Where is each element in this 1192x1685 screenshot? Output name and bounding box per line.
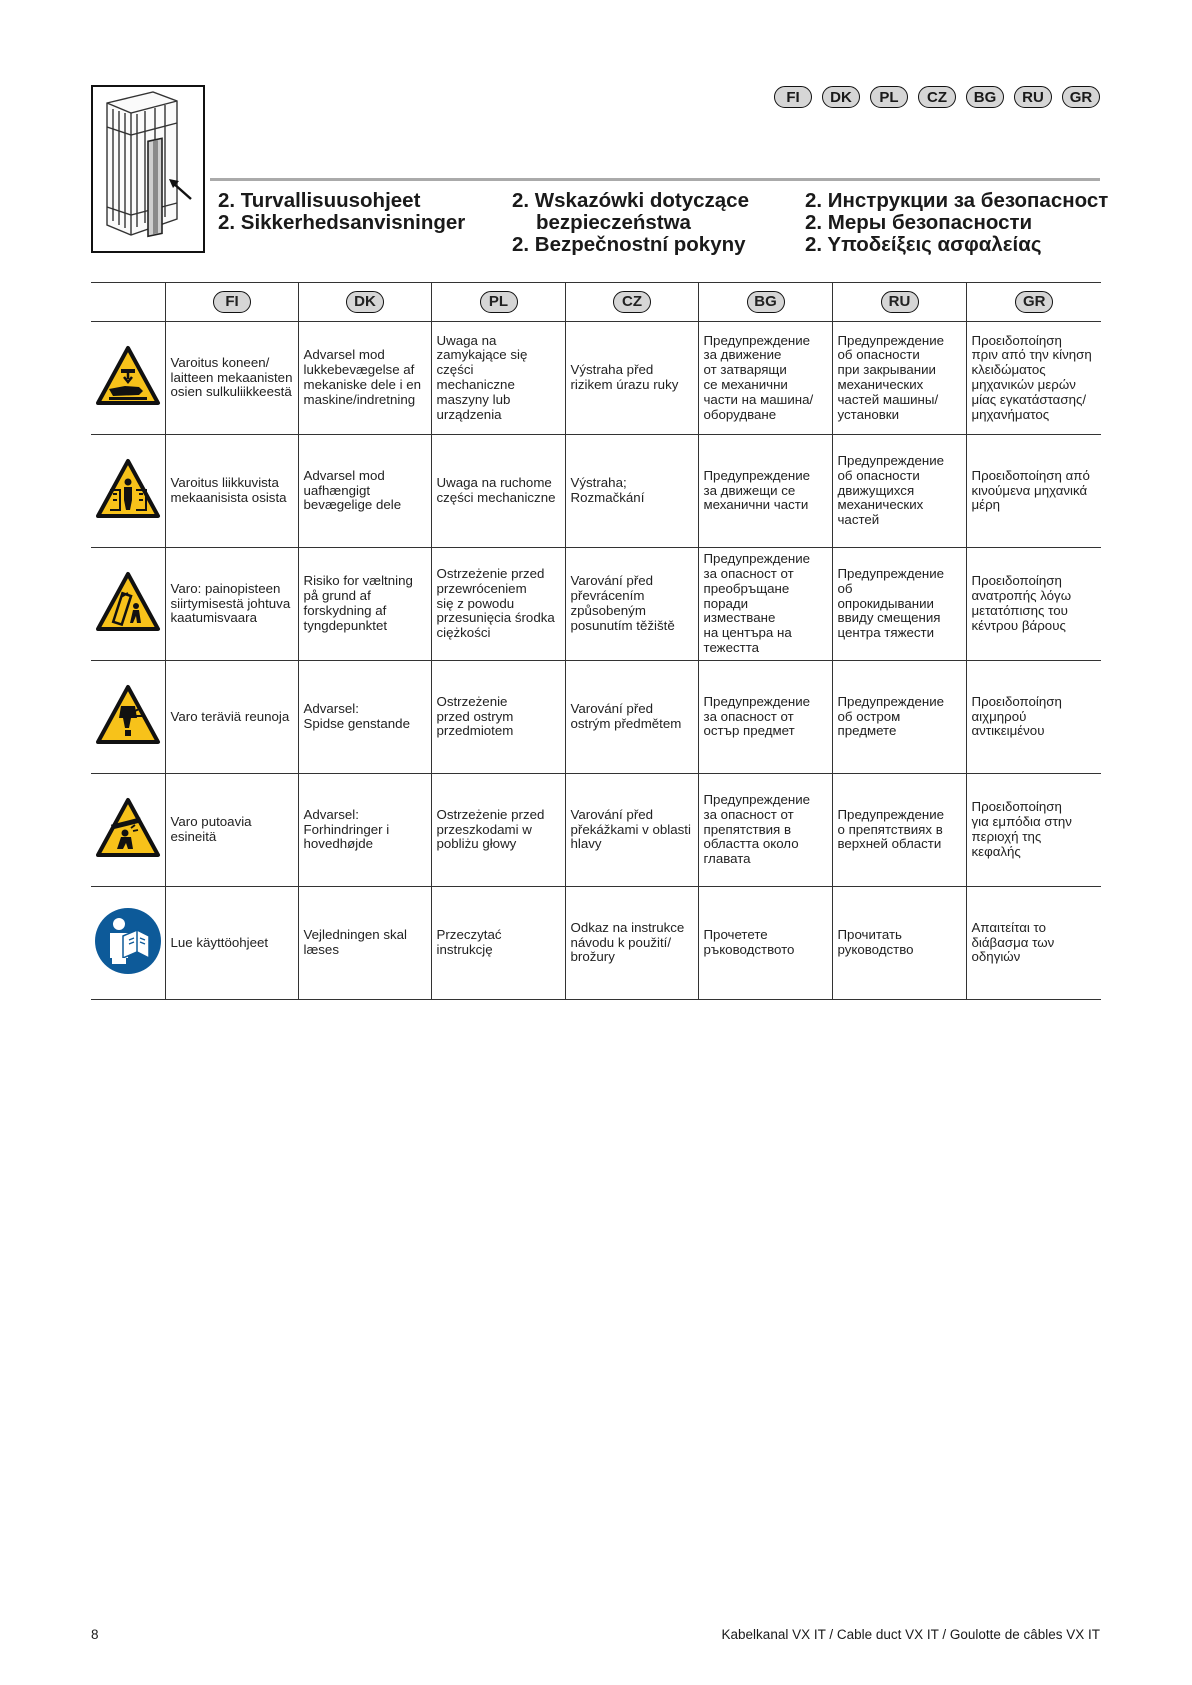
- symbol-cell: [91, 774, 165, 887]
- lang-badge: GR: [1062, 86, 1100, 108]
- table-cell: Предупреждение за опасност от преобръщане поради изместване на центъра на тежестта: [698, 548, 832, 661]
- table-cell: Προειδοποίηση για εμπόδια στην περιοχή της κεφαλής: [971, 799, 1072, 859]
- table-cell: Προειδοποίηση ανατροπής λόγω μετατόπισης του κέντρου βάρους: [971, 573, 1072, 633]
- table-cell: Предупреждение за движение от затварящи се механични части на машина/ оборудване: [698, 322, 832, 435]
- hand-crush-warning-icon: [95, 345, 161, 407]
- table-cell: Lue käyttöohjeet: [165, 887, 298, 1000]
- enclosure-cable-duct-icon: [93, 87, 202, 250]
- moving-parts-warning-icon: [95, 458, 161, 520]
- page-number: 8: [91, 1627, 99, 1642]
- table-cell: Advarsel: Forhindringer i hovedhøjde: [298, 774, 431, 887]
- title-line: 2. Меры безопасности: [805, 211, 1033, 234]
- table-row: [91, 661, 1101, 774]
- column-header: PL: [431, 283, 565, 322]
- table-cell: Uwaga na zamykające się części mechaniczne maszyny lub urządzenia: [431, 322, 565, 435]
- table-cell: Предупреждение за опасност от препятствия в областта около главата: [698, 774, 832, 887]
- table-cell: Ostrzeżenie przed przeszkodami w pobliżu głowy: [431, 774, 565, 887]
- table-row: [91, 322, 1101, 435]
- lang-badge: DK: [822, 86, 860, 108]
- table-cell: Varo teräviä reunoja: [165, 661, 298, 774]
- table-cell: Varování před ostrým předmětem: [565, 661, 698, 774]
- title-line: 2. Инструкции за безопасност: [805, 189, 1109, 212]
- column-header: RU: [832, 283, 966, 322]
- table-cell: Uwaga na ruchome części mechaniczne: [431, 435, 565, 548]
- table-cell: Varoitus liikkuvista mekaanisista osista: [165, 435, 298, 548]
- tipping-warning-icon: [95, 571, 161, 633]
- footer-title: Kabelkanal VX IT / Cable duct VX IT / Goulotte de câbles VX IT: [721, 1627, 1100, 1642]
- symbol-cell: [91, 322, 165, 435]
- table-cell: Varování před převrácením způsobeným posunutím těžiště: [565, 548, 698, 661]
- symbol-cell: [91, 661, 165, 774]
- product-illustration: [91, 85, 205, 253]
- section-title-bg-ru-gr: [805, 190, 1108, 256]
- table-cell: Výstraha před rizikem úrazu ruky: [565, 322, 698, 435]
- table-cell: Risiko for væltning på grund af forskydning af tyngdepunktet: [298, 548, 431, 661]
- table-cell: Vejledningen skal læses: [298, 887, 431, 1000]
- table-cell: Предупреждение за движещи се механични части: [698, 435, 832, 548]
- header-rule: [210, 178, 1100, 181]
- sharp-edges-warning-icon: [95, 684, 161, 746]
- symbol-cell: [91, 548, 165, 661]
- table-cell: Предупреждение об остром предмете: [832, 661, 966, 774]
- section-title-fi-dk: [218, 190, 465, 234]
- table-row: [91, 548, 1101, 661]
- table-cell: Varo: painopisteen siirtymisestä johtuva kaatumisvaara: [165, 548, 298, 661]
- table-cell: Предупреждение об опасности при закрывании механических частей машины/ установки: [832, 322, 966, 435]
- table-cell: Varoitus koneen/ laitteen mekaanisten osien sulkuliikkeestä: [165, 322, 298, 435]
- table-row: [91, 887, 1101, 1000]
- table-row: [91, 435, 1101, 548]
- table-cell: Advarsel mod lukkebevægelse af mekaniske dele i en maskine/indretning: [298, 322, 431, 435]
- lang-badge: CZ: [918, 86, 956, 108]
- title-line: 2. Sikkerhedsanvisninger: [218, 211, 466, 234]
- column-header: FI: [165, 283, 298, 322]
- table-cell: Предупреждение за опасност от остър предмет: [698, 661, 832, 774]
- table-cell: Ostrzeżenie przed ostrym przedmiotem: [431, 661, 565, 774]
- section-title-pl-cz: [512, 190, 749, 256]
- lang-badge: FI: [774, 86, 812, 108]
- lang-badge: PL: [870, 86, 908, 108]
- lang-badge: BG: [966, 86, 1004, 108]
- title-line: 2. Bezpečnostní pokyny: [512, 233, 746, 256]
- title-line: 2. Wskazówki dotyczące: [512, 189, 749, 212]
- symbol-cell: [91, 887, 165, 1000]
- table-cell: Advarsel mod uafhængigt bevægelige dele: [298, 435, 431, 548]
- table-cell: Прочетете ръководството: [698, 887, 832, 1000]
- title-line: bezpieczeństwa: [536, 211, 691, 234]
- table-cell: Предупреждение об опасности движущихся механических частей: [832, 435, 966, 548]
- title-line: 2. Turvallisuusohjeet: [218, 189, 421, 212]
- read-manual-icon: [93, 906, 163, 976]
- table-cell: Przeczytać instrukcję: [431, 887, 565, 1000]
- header-empty-cell: [91, 283, 165, 322]
- column-header: GR: [966, 283, 1101, 322]
- table-cell: Odkaz na instrukce návodu k použití/ brožury: [565, 887, 698, 1000]
- table-cell: Προειδοποίηση πριν από την κίνηση κλειδώματος μηχανικών μερών μίας εγκατάστασης/ μηχανήματος: [971, 332, 1092, 422]
- table-cell: Varování před překážkami v oblasti hlavy: [565, 774, 698, 887]
- language-badges: [774, 86, 1100, 112]
- table-header-row: [91, 283, 1101, 322]
- column-header: CZ: [565, 283, 698, 322]
- table-cell: Advarsel: Spidse genstande: [298, 661, 431, 774]
- column-header: DK: [298, 283, 431, 322]
- table-row: [91, 774, 1101, 887]
- table-cell: Výstraha; Rozmačkání: [565, 435, 698, 548]
- overhead-obstacle-warning-icon: [95, 797, 161, 859]
- table-cell: Ostrzeżenie przed przewróceniem się z powodu przesunięcia środka ciężkości: [431, 548, 565, 661]
- table-cell: Απαιτείται το διάβασμα των οδηγιών: [971, 919, 1055, 965]
- title-line: 2. Υποδείξεις ασφαλείας: [805, 233, 1042, 256]
- symbol-cell: [91, 435, 165, 548]
- safety-symbols-table: [91, 282, 1101, 1000]
- table-cell: Предупреждение об опрокидывании ввиду смещения центра тяжести: [832, 548, 966, 661]
- lang-badge: RU: [1014, 86, 1052, 108]
- column-header: BG: [698, 283, 832, 322]
- table-cell: Предупреждение о препятствиях в верхней области: [832, 774, 966, 887]
- table-cell: Прочитать руководство: [832, 887, 966, 1000]
- table-cell: Προειδοποίηση αιχμηρού αντικειμένου: [971, 693, 1062, 739]
- table-cell: Προειδοποίηση από κινούμενα μηχανικά μέρη: [971, 467, 1090, 513]
- table-cell: Varo putoavia esineitä: [165, 774, 298, 887]
